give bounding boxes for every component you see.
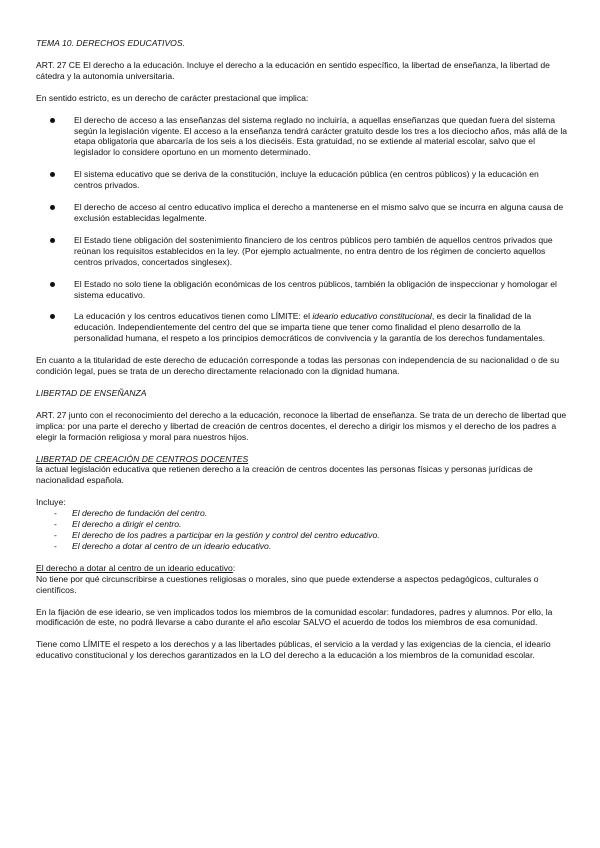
bullet-text: El derecho de acceso a las enseñanzas del sistema reglado no incluiría, a aquellas enseñanzas que quedan fuera del sistema según la legislación vigente. El acceso a la enseñanza tendrá carácter gratuito desde los tres a los dieciocho años, más allá de la etapa obligatoria que abarcaría de los seis a los dieciséis. Esta gratuidad, no se extiende al material escolar, salvo que el legislador lo considere oportuno en un momento determinado. (74, 114, 568, 158)
bullet-icon (50, 205, 55, 210)
incluye-item: El derecho a dotar al centro de un ideario educativo. (72, 540, 272, 551)
incluye-label: Incluye: (36, 497, 66, 508)
limite-paragraph: Tiene como LÍMITE el respeto a los derechos y a las libertades públicas, el servicio a la verdad y las exigencias de la ciencia, el ideario educativo constitucional y los derechos garantizados en la LO del derecho a la educación a los miembros de la comunidad escolar. (36, 639, 551, 661)
list-item (36, 311, 568, 344)
bullet-text-italic: ideario educativo constitucional (312, 311, 432, 322)
list-item (36, 169, 568, 191)
incluye-item: El derecho a dirigir el centro. (72, 519, 182, 530)
bullet-icon (50, 282, 55, 287)
intro-paragraph: En sentido estricto, es un derecho de carácter prestacional que implica: (36, 92, 309, 103)
dotar-heading-line (36, 563, 568, 574)
creacion-paragraph: la actual legislación educativa que retienen derecho a la creación de centros docentes las personas físicas y personas jurídicas de nacionalidad española. (36, 464, 533, 486)
dash-icon: - (54, 540, 57, 551)
list-item (36, 115, 568, 159)
document-title: TEMA 10. DERECHOS EDUCATIVOS. (36, 38, 185, 48)
bullet-icon (50, 314, 55, 319)
dash-icon: - (54, 519, 57, 530)
fijacion-paragraph: En la fijación de ese ideario, se ven implicados todos los miembros de la comunidad escolar: fundadores, padres y alumnos. Por ello, la modificación de este, no podrá llevarse a cabo durante el año escolar SALVO el acuerdo de todos los miembros de esa comunidad. (36, 606, 553, 628)
bullet-text: El sistema educativo que se deriva de la constitución, incluye la educación pública (en centros públicos) y la educación en centros privados. (74, 169, 539, 191)
bullet-text-before: La educación y los centros educativos tienen como LÍMITE: el (74, 311, 313, 322)
incluye-item: El derecho de fundación del centro. (72, 508, 208, 519)
bullet-text: El Estado no solo tiene la obligación económicas de los centros públicos, también la obligación de inspeccionar y homologar el sistema educativo. (74, 278, 557, 300)
dotar-heading: El derecho a dotar al centro de un ideario educativo (36, 562, 233, 573)
incluye-item: El derecho de los padres a participar en la gestión y control del centro educativo. (72, 530, 380, 540)
dash-icon: - (54, 508, 57, 519)
bullet-icon (50, 172, 55, 177)
list-item (36, 202, 568, 224)
dash-icon: - (54, 530, 57, 540)
list-item (36, 279, 568, 301)
creacion-heading: LIBERTAD DE CREACIÓN DE CENTROS DOCENTES (36, 453, 249, 464)
art27-paragraph: ART. 27 CE El derecho a la educación. Incluye el derecho a la educación en sentido específico, la libertad de enseñanza, la libertad de cátedra y la autonomía universitaria. (36, 59, 550, 81)
list-item (36, 541, 568, 552)
libertad-heading: LIBERTAD DE ENSEÑANZA (36, 387, 147, 398)
bullet-list (36, 115, 568, 345)
list-item (36, 235, 568, 268)
list-item (36, 519, 568, 530)
dotar-colon: : (232, 562, 236, 573)
libertad-paragraph: ART. 27 junto con el reconocimiento del derecho a la educación, reconoce la libertad de enseñanza. Se trata de un derecho de libertad que implica: por una parte el derecho y libertad de creación de centros docentes, el derecho a dirigir los mismos y el derecho de los padres a elegir la formación religiosa y moral para nuestros hijos. (36, 409, 567, 442)
bullet-icon (50, 118, 55, 123)
dotar-paragraph: No tiene por qué circunscribirse a cuestiones religiosas o morales, sino que puede extenderse a aspectos pedagógicos, culturales o científicos. (36, 573, 539, 595)
bullet-text: El derecho de acceso al centro educativo implica el derecho a mantenerse en el mismo salvo que se incurra en alguna causa de exclusión establecidas legalmente. (74, 202, 564, 223)
bullet-text-after: , es decir la finalidad de la educación. Independientemente del centro del que se imparta tiene que tener como finalidad el pleno desarrollo de la personalidad humana, el respeto a los principios democráticos de convivencia y la garantía de los derechos fundamentales. (74, 311, 546, 344)
document-page (36, 38, 568, 661)
bullet-text: El Estado tiene obligación del sostenimiento financiero de los centros públicos pero también de aquellos centros privados que reúnan los requisitos establecidos en la ley. (Por ejemplo actualmente, no entra dentro de los régimen de concierto aquellos centros privados, concertados singlesex). (74, 234, 553, 267)
list-item (36, 508, 568, 519)
incluye-list (36, 508, 568, 552)
bullet-icon (50, 238, 55, 243)
list-item (36, 530, 568, 541)
titularidad-paragraph: En cuanto a la titularidad de este derecho de educación corresponde a todas las personas con independencia de su nacionalidad o de su condición legal, pues se trata de un derecho directamente relacionado con la dignidad humana. (36, 355, 560, 377)
